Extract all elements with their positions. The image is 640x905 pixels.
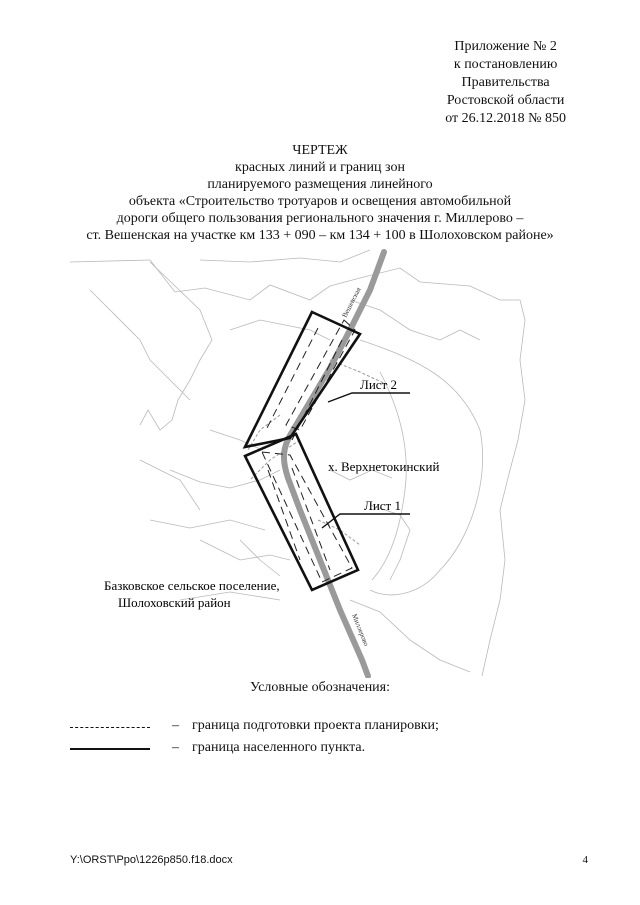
road-label-top: Вешенская bbox=[340, 286, 363, 319]
drawing-title bbox=[0, 142, 640, 244]
legend-title: Условные обозначения: bbox=[249, 680, 391, 695]
legend-label: граница населенного пункта. bbox=[192, 740, 366, 755]
appendix-ref-line: Ростовской области bbox=[446, 93, 565, 108]
page-number: 4 bbox=[582, 854, 588, 866]
district-label-line1: Базковское сельское поселение, bbox=[104, 578, 280, 593]
site-map bbox=[0, 248, 640, 678]
drawing-heading: ЧЕРТЕЖ bbox=[292, 143, 348, 158]
appendix-ref-line: Правительства bbox=[461, 75, 550, 90]
legend-separator: – bbox=[172, 740, 179, 755]
drawing-title-line: красных линий и границ зон bbox=[235, 160, 405, 175]
appendix-number: Приложение № 2 bbox=[454, 39, 557, 54]
road-label-bottom: Миллерово bbox=[350, 612, 371, 648]
sheet-2-label: Лист 2 bbox=[360, 377, 397, 392]
appendix-ref-line: к постановлению bbox=[453, 57, 558, 72]
cadastral-outlines bbox=[70, 250, 525, 676]
appendix-date: от 26.12.2018 № 850 bbox=[445, 111, 566, 126]
drawing-title-line: ст. Вешенская на участке км 133 + 090 – км 134 + 100 в Шолоховском районе» bbox=[86, 228, 554, 243]
drawing-title-line: планируемого размещения линейного bbox=[207, 177, 433, 192]
appendix-header bbox=[445, 38, 566, 128]
settlement-boundary bbox=[245, 312, 360, 590]
drawing-title-line: объекта «Строительство тротуаров и освещения автомобильной bbox=[128, 194, 512, 209]
legend-separator: – bbox=[172, 718, 179, 733]
planning-boundary bbox=[262, 320, 355, 582]
village-label: х. Верхнетокинский bbox=[328, 459, 440, 474]
solid-line-symbol bbox=[70, 748, 150, 750]
footer-file-path: Y:\ORST\Ppo\1226p850.f18.docx bbox=[70, 854, 233, 866]
district-label-line2: Шолоховский район bbox=[118, 595, 231, 610]
dashed-line-symbol bbox=[70, 727, 150, 728]
sheet-1-label: Лист 1 bbox=[364, 498, 401, 513]
drawing-title-line: дороги общего пользования регионального значения г. Миллерово – bbox=[116, 211, 524, 226]
legend-label: граница подготовки проекта планировки; bbox=[192, 718, 439, 733]
